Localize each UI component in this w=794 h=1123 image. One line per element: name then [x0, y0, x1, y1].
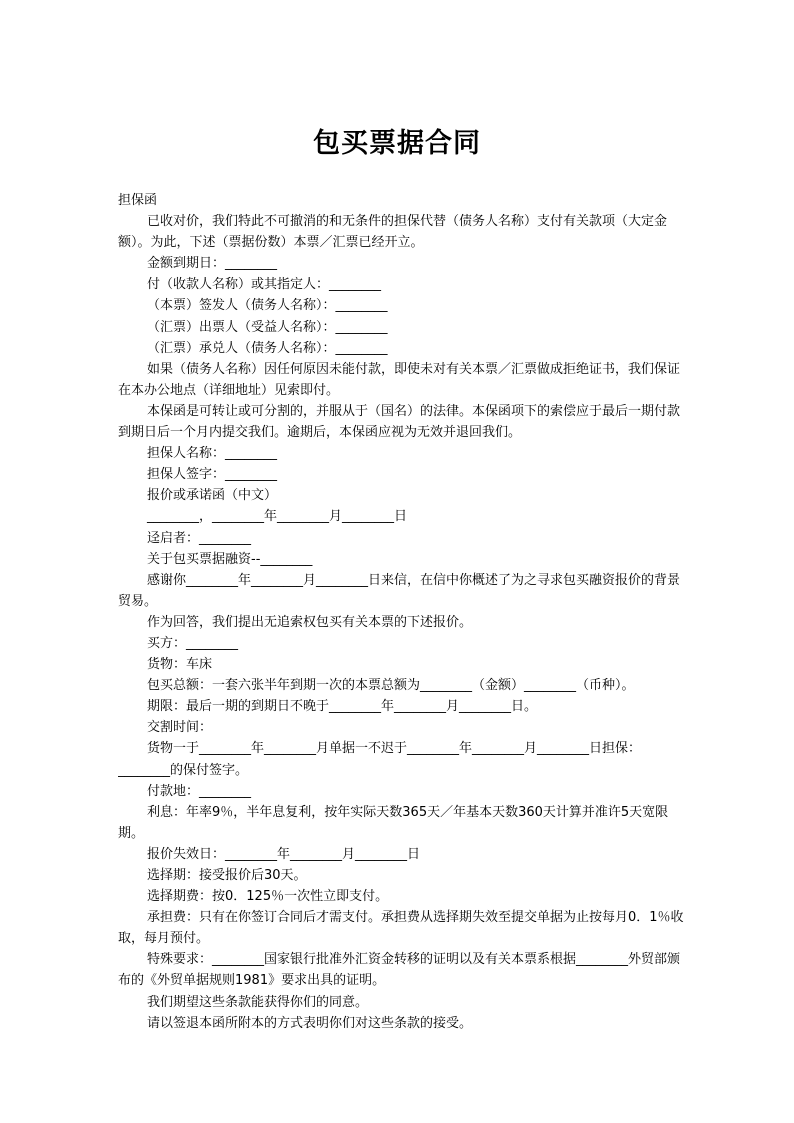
document-line: 期限：最后一期的到期日不晚于________年________月________日。 — [147, 699, 538, 715]
document-body — [118, 190, 686, 1034]
document-line: 货物：车床 — [147, 657, 213, 673]
document-line: （汇票）出票人（受益人名称）：________ — [147, 319, 388, 335]
document-line: 迳启者：________ — [147, 530, 252, 546]
document-line: 关于包买票据融资--________ — [147, 551, 313, 567]
document-line: 报价失效日：________年________月________日 — [147, 846, 421, 862]
document-line: 货物一于________年________月单据一不迟于________年________月________日担保：________的保付签字。 — [118, 741, 642, 778]
document-line: 选择期：接受报价后30天。 — [147, 868, 307, 883]
document-line: 请以签退本函所附本的方式表明你们对这些条款的接受。 — [147, 1015, 473, 1031]
document-line: 付（收款人名称）或其指定人：________ — [147, 277, 382, 293]
document-line: 感谢你________年________月________日来信，在信中你概述了为之寻求包买融资报价的背景贸易。 — [118, 572, 681, 609]
document-line: 选择期费：按0．125％一次性立即支付。 — [147, 889, 389, 905]
document-line: （汇票）承兑人（债务人名称）：________ — [147, 340, 388, 356]
document-line: ________，________年________月________日 — [147, 509, 408, 525]
document-line: 利息：年率9％，半年息复利，按年实际天数365天／年基本天数360天计算并准许5天宽限期。 — [118, 804, 669, 841]
document-line: 交割时间： — [147, 720, 213, 736]
document-line: 如果（债务人名称）因任何原因未能付款，即使未对有关本票／汇票做成拒绝证书，我们保证在本办公地点（详细地址）见索即付。 — [118, 361, 681, 398]
document-line: （本票）签发人（债务人名称）：________ — [147, 298, 388, 314]
document-line: 金额到期日：________ — [147, 256, 278, 272]
document-title: 包买票据合同 — [313, 128, 481, 159]
document-line: 本保函是可转让或可分割的，并服从于（国名）的法律。本保函项下的索偿应于最后一期付款到期日后一个月内提交我们。逾期后，本保函应视为无效并退回我们。 — [118, 403, 681, 441]
document-line: 担保人名称：________ — [147, 446, 278, 462]
document-line: 已收对价，我们特此不可撤消的和无条件的担保代替（债务人名称）支付有关款项（大定金额）。为此，下述（票据份数）本票／汇票已经开立。 — [118, 214, 668, 251]
document-line: 承担费：只有在你签订合同后才需支付。承担费从选择期失效至提交单据为止按每月0．1％收取，每月预付。 — [118, 910, 684, 947]
document-line: 包买总额：一套六张半年到期一次的本票总额为________（金额）________（币种）。 — [147, 678, 635, 694]
document-line: 特殊要求：________国家银行批准外汇资金转移的证明以及有关本票系根据________外贸部颁布的《外贸单据规则1981》要求出具的证明。 — [118, 952, 681, 989]
document-line: 作为回答，我们提出无追索权包买有关本票的下述报价。 — [147, 614, 473, 630]
document-line: 担保人签字：________ — [147, 467, 278, 483]
document-line: 买方：________ — [147, 635, 239, 651]
document-line: 担保函 — [118, 193, 158, 208]
document-line: 我们期望这些条款能获得你们的同意。 — [147, 994, 369, 1010]
document-line: 付款地：________ — [147, 783, 252, 799]
document-line: 报价或承诺函（中文） — [147, 488, 278, 504]
